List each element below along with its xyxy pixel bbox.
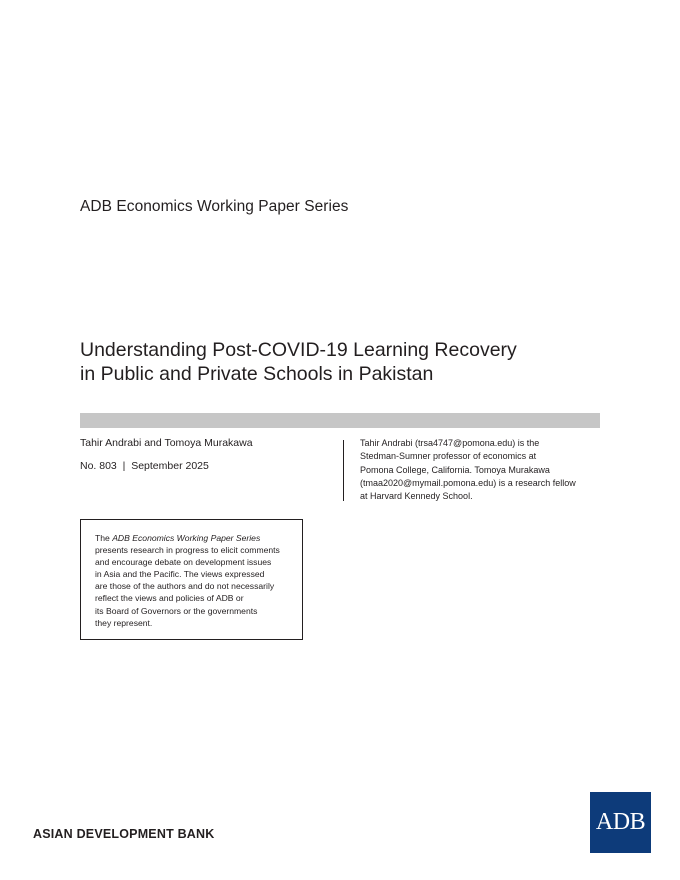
affiliation-line: (tmaa2020@mymail.pomona.edu) is a research fellow — [360, 477, 576, 488]
publication-date: September 2025 — [131, 460, 209, 472]
disclaimer-line: its Board of Governors or the governments — [95, 605, 258, 616]
paper-title-line-2: in Public and Private Schools in Pakistan — [80, 363, 434, 385]
author-affiliations — [360, 437, 595, 503]
disclaimer-text — [95, 532, 280, 629]
affiliation-line: at Harvard Kennedy School. — [360, 491, 473, 502]
paper-title — [80, 338, 600, 386]
disclaimer-line-1 — [95, 532, 280, 544]
disclaimer-line: and encourage debate on development issues — [95, 557, 272, 568]
authors: Tahir Andrabi and Tomoya Murakawa — [80, 437, 253, 449]
bank-name: ASIAN DEVELOPMENT BANK — [33, 827, 215, 841]
affiliation-line: Tahir Andrabi (trsa4747@pomona.edu) is the — [360, 438, 540, 448]
paper-number: No. 803 — [80, 460, 117, 472]
title-divider-bar — [80, 413, 600, 428]
adb-logo — [590, 792, 651, 853]
disclaimer-series-name: ADB Economics Working Paper Series — [112, 533, 261, 543]
affiliation-line: Pomona College, California. Tomoya Murakawa — [360, 464, 550, 475]
disclaimer-prefix: The — [95, 533, 113, 543]
disclaimer-line: they represent. — [95, 617, 153, 628]
disclaimer-line: reflect the views and policies of ADB or — [95, 593, 244, 604]
disclaimer-line: are those of the authors and do not necessarily — [95, 581, 275, 592]
adb-logo-text: ADB — [595, 809, 646, 835]
disclaimer-box — [80, 519, 303, 640]
disclaimer-line: presents research in progress to elicit comments — [95, 545, 280, 556]
vertical-divider — [343, 440, 344, 501]
paper-number-date — [80, 460, 209, 472]
series-title: ADB Economics Working Paper Series — [80, 198, 349, 215]
separator: | — [122, 460, 126, 472]
disclaimer-line: in Asia and the Pacific. The views expressed — [95, 569, 265, 580]
paper-title-line-1: Understanding Post-COVID-19 Learning Recovery — [80, 339, 517, 361]
affiliation-line: Stedman-Sumner professor of economics at — [360, 451, 537, 462]
